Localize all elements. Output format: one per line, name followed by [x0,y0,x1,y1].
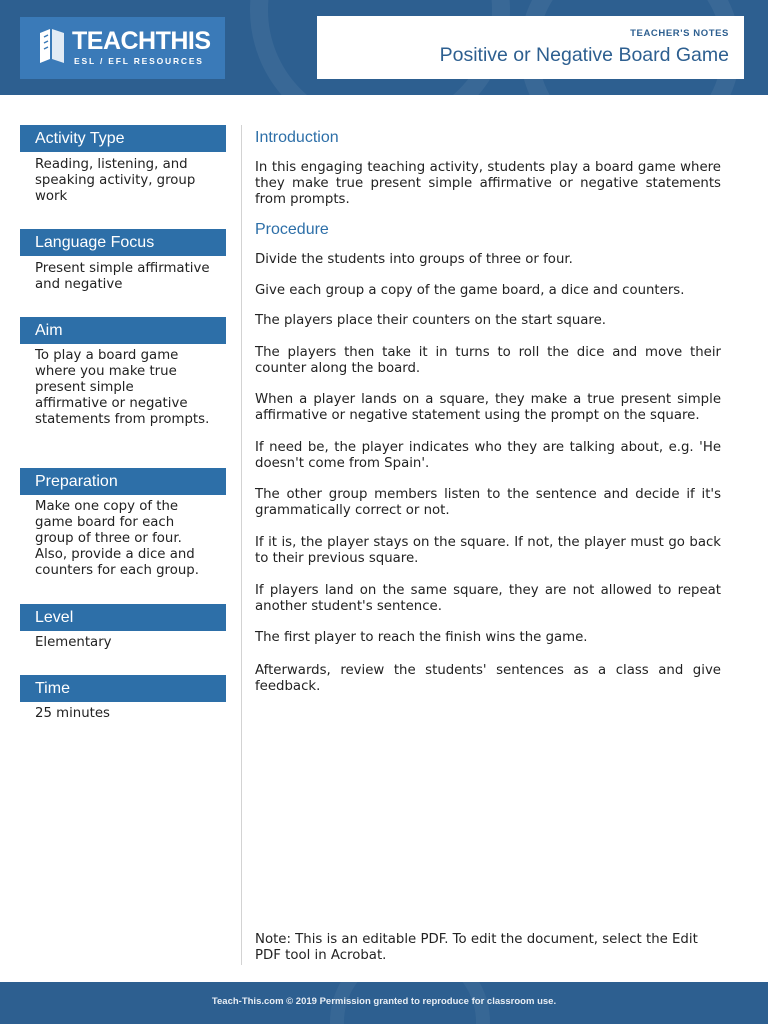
procedure-heading: Procedure [255,221,329,238]
column-divider [241,125,242,965]
procedure-step: Divide the students into groups of three or four. [255,252,573,267]
editable-pdf-note: Note: This is an editable PDF. To edit the document, select the Edit PDF tool in Acrobat. [255,932,698,963]
procedure-step: The first player to reach the finish wins the game. [255,630,588,645]
introduction-heading: Introduction [255,129,339,146]
copyright-text: Teach-This.com © 2019 Permission granted to reproduce for classroom use. [211,996,557,1007]
preparation-heading: Preparation [20,468,226,495]
activity-type-heading: Activity Type [20,125,226,152]
introduction-paragraph: In this engaging teaching activity, students play a board game where they make true present simple affirmative or negative statements from prompts. [255,160,721,207]
aim-heading: Aim [20,317,226,344]
level-text: Elementary [35,635,112,650]
procedure-step: The other group members listen to the sentence and decide if it's grammatically correct or not. [255,487,721,518]
procedure-step: Afterwards, review the students' sentences as a class and give feedback. [255,663,721,694]
page-title: Positive or Negative Board Game [439,44,729,66]
aim-text: To play a board game where you make true present simple affirmative or negative statements from prompts. [35,348,210,427]
book-icon [36,27,68,65]
notes-label: TEACHER'S NOTES [630,28,729,39]
procedure-step: If it is, the player stays on the square. If not, the player must go back to their previous square. [255,535,721,566]
time-heading: Time [20,675,226,702]
procedure-step: If players land on the same square, they are not allowed to repeat another student's sentence. [255,583,721,614]
logo-wordmark: TEACHTHIS [72,27,211,55]
procedure-step: The players then take it in turns to roll the dice and move their counter along the board. [255,345,721,376]
preparation-text: Make one copy of the game board for each group of three or four. Also, provide a dice and counters for each group. [35,499,199,578]
language-focus-heading: Language Focus [20,229,226,256]
title-panel [317,16,744,79]
level-heading: Level [20,604,226,631]
logo-tagline: ESL / EFL RESOURCES [74,56,204,66]
procedure-step: The players place their counters on the start square. [255,313,606,328]
procedure-step: If need be, the player indicates who they are talking about, e.g. 'He doesn't come from Spain'. [255,440,721,471]
procedure-step: Give each group a copy of the game board, a dice and counters. [255,283,685,298]
language-focus-text: Present simple affirmative and negative [35,261,210,292]
logo[interactable] [20,17,225,79]
procedure-step: When a player lands on a square, they make a true present simple affirmative or negative statement using the prompt on the square. [255,392,721,423]
page-header [0,0,768,95]
page-footer [0,982,768,1024]
activity-type-text: Reading, listening, and speaking activity, group work [35,157,196,204]
time-text: 25 minutes [35,706,110,721]
